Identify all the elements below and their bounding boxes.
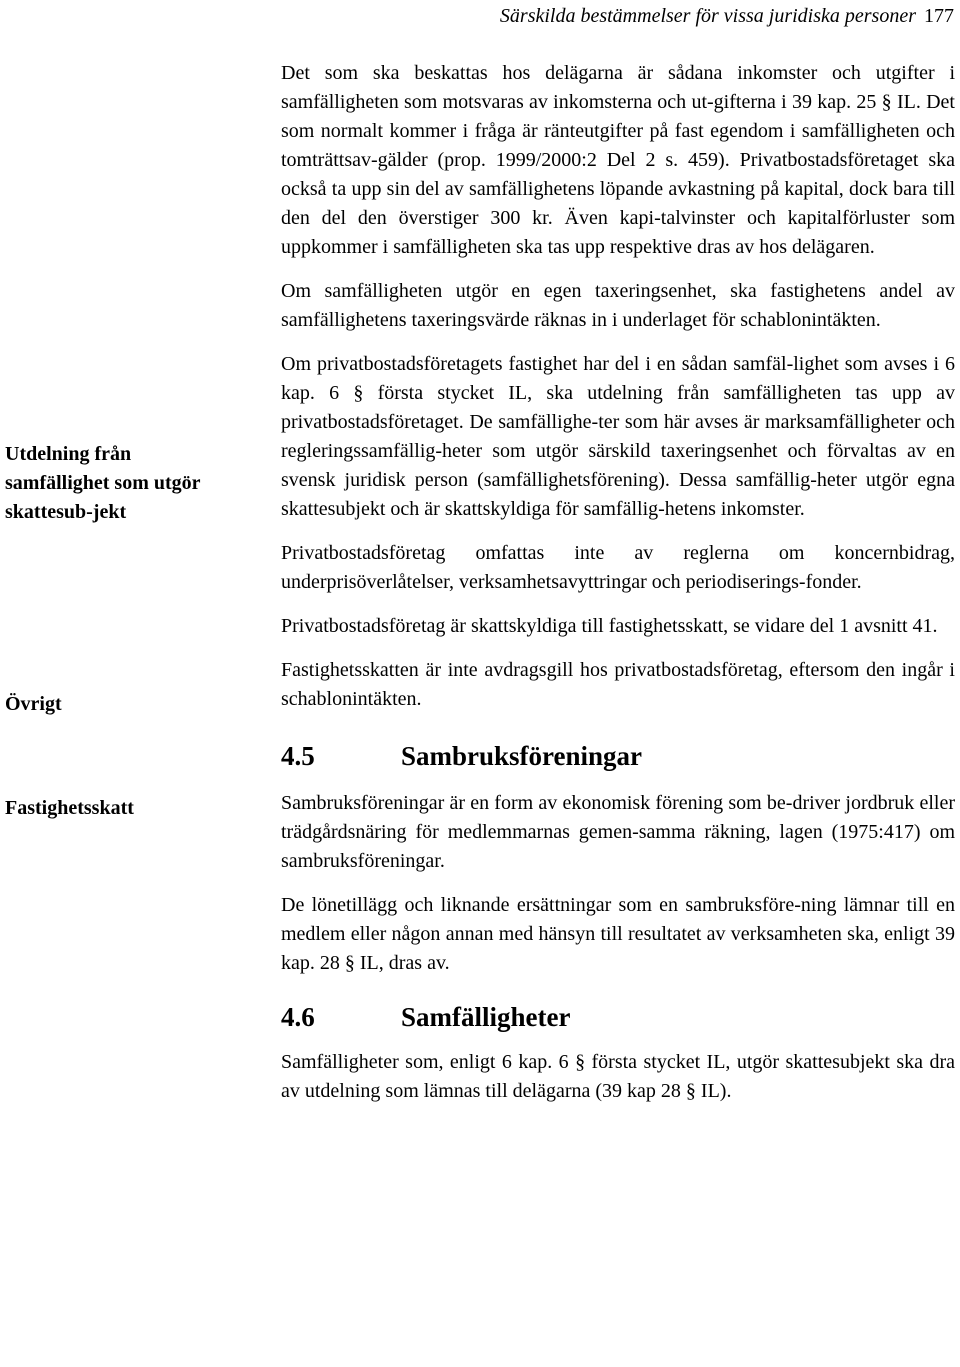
section-number: 4.5 bbox=[281, 741, 315, 771]
margin-note-ovrigt: Övrigt bbox=[5, 693, 62, 715]
paragraph-beskattning: Det som ska beskattas hos delägarna är sådana inkomster och utgifter i samfälligheten som motsvaras av inkomsterna och ut-gifterna i 39 kap. 25 § IL. Det som normalt kommer i fråga är ränteutgifter på fast egendom i samfälligheten och tomträttsav-gälder (prop. 1999/2000:2 Del 2 s. 459). Privatbostadsföretaget ska också ta upp sin del av samfällighetens löpande avkastning på kapital, dock bara till den del den överstiger 300 kr. Även kapi-talvinster och kapitalförluster som uppkommer i samfälligheten ska tas upp respektive dras av hos delägaren. bbox=[281, 62, 955, 258]
margin-note-utdelning: Utdelning från samfällighet som utgör skattesub-jekt bbox=[5, 443, 201, 523]
section-title: Samfälligheter bbox=[401, 1002, 571, 1032]
margin-note-fastighetsskatt: Fastighetsskatt bbox=[5, 797, 134, 819]
paragraph-utdelning: Om privatbostadsföretagets fastighet har del i en sådan samfäl-lighet som avses i 6 kap. 6 § första stycket IL, ska utdelning från samfälligheten tas upp av privatbostadsföretaget. De samfällighe-ter som här avses är marksamfälligheter och regleringssamfällig-heter som utgör särskild taxeringsenhet och förvaltas av en svensk juridisk person (samfällighetsförening). Dessa samfällig-heter utgör egna skattesubjekt och är skattskyldiga för samfällig-hetens inkomster. bbox=[281, 353, 955, 520]
section-title: Sambruksföreningar bbox=[401, 741, 643, 771]
paragraph-sambruk-definition: Sambruksföreningar är en form av ekonomisk förening som be-driver jordbruk eller trädgårdsnäring för medlemmarnas gemen-samma räkning, lagen (1975:417) om sambruksföreningar. bbox=[281, 792, 955, 872]
paragraph-sambruk-lonetillagg: De lönetillägg och liknande ersättningar som en sambruksföre-ning lämnar till en medlem eller någon annan med hänsyn till resultatet av verksamheten ska, enligt 39 kap. 28 § IL, dras av. bbox=[281, 894, 955, 974]
running-header bbox=[500, 4, 954, 28]
section-heading-sambruksforeningar bbox=[281, 739, 955, 773]
paragraph-fastighetsskatt: Privatbostadsföretag är skattskyldiga till fastighetsskatt, se vidare del 1 avsnitt 41. bbox=[281, 615, 938, 637]
paragraph-samfalligheter: Samfälligheter som, enligt 6 kap. 6 § första stycket IL, utgör skattesubjekt ska dra av utdelning som lämnas till delägarna (39 kap 28 § IL). bbox=[281, 1051, 955, 1102]
header-title: Särskilda bestämmelser för vissa juridiska personer bbox=[499, 5, 916, 27]
paragraph-avdragsgill: Fastighetsskatten är inte avdragsgill hos privatbostadsföretag, eftersom den ingår i schablonintäkten. bbox=[281, 659, 955, 710]
section-number: 4.6 bbox=[281, 1002, 315, 1032]
main-text bbox=[281, 59, 955, 1121]
page-number: 177 bbox=[924, 5, 954, 27]
section-heading-samfalligheter bbox=[281, 1000, 955, 1034]
paragraph-taxeringsenhet: Om samfälligheten utgör en egen taxeringsenhet, ska fastighetens andel av samfällighetens taxeringsvärde räknas in i underlaget för schablonintäkten. bbox=[281, 280, 955, 331]
paragraph-koncernbidrag: Privatbostadsföretag omfattas inte av reglerna om koncernbidrag, underprisöverlåtelser, verksamhetsavyttringar och periodiserings-fonder. bbox=[281, 542, 955, 593]
